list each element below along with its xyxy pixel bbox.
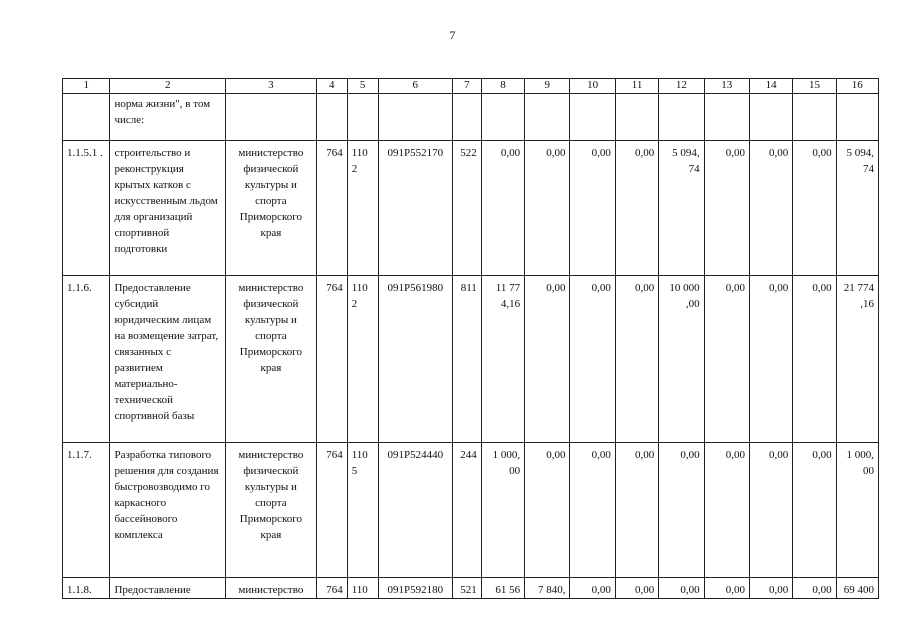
table-cell	[452, 94, 481, 141]
table-cell-amount: 0,00	[704, 141, 749, 276]
table-cell-item-number: 1.1.8.	[63, 578, 110, 599]
column-header: 10	[570, 79, 615, 94]
table-row	[63, 141, 879, 276]
table-cell	[316, 94, 347, 141]
table-cell-total: 69 400	[836, 578, 878, 599]
table-cell-amount: 0,00	[525, 443, 570, 578]
table-cell-amount: 0,00	[749, 141, 792, 276]
column-header: 2	[110, 79, 226, 94]
table-cell-amount: 0,00	[793, 578, 836, 599]
table-row	[63, 578, 879, 599]
table-cell-description: норма жизни", в том числе:	[110, 94, 226, 141]
table-cell-amount: 0,00	[704, 443, 749, 578]
column-header: 4	[316, 79, 347, 94]
column-header: 5	[347, 79, 378, 94]
table-cell-amount: 0,00	[704, 578, 749, 599]
table-cell-amount: 11 77 4,16	[481, 276, 524, 443]
column-header: 12	[659, 79, 704, 94]
table-cell-amount: 0,00	[570, 578, 615, 599]
table-cell-total: 21 774 ,16	[836, 276, 878, 443]
column-header: 15	[793, 79, 836, 94]
table-cell: 764	[316, 276, 347, 443]
table-cell	[63, 94, 110, 141]
table-cell: 110 2	[347, 141, 378, 276]
table-cell-amount: 0,00	[570, 443, 615, 578]
table-cell: 244	[452, 443, 481, 578]
column-header: 3	[225, 79, 316, 94]
table-cell-item-number: 1.1.6.	[63, 276, 110, 443]
table-cell-amount: 0,00	[525, 141, 570, 276]
table-cell-description: строительство и реконструкция крытых катков с искусственным льдом для организаций спортивной подготовки	[110, 141, 226, 276]
table-cell-amount: 0,00	[615, 578, 658, 599]
table-cell	[525, 94, 570, 141]
table-cell-amount: 0,00	[615, 443, 658, 578]
table-cell-amount: 10 000 ,00	[659, 276, 704, 443]
table-cell-amount: 1 000, 00	[481, 443, 524, 578]
table-cell-amount: 0,00	[793, 276, 836, 443]
table-cell: 110 2	[347, 276, 378, 443]
table-row	[63, 276, 879, 443]
table-cell-total: 5 094, 74	[836, 141, 878, 276]
table-cell-amount: 5 094, 74	[659, 141, 704, 276]
column-header: 13	[704, 79, 749, 94]
table-cell	[793, 94, 836, 141]
table-cell-amount: 0,00	[659, 443, 704, 578]
table-cell: 091P592180	[378, 578, 452, 599]
table-cell	[659, 94, 704, 141]
table-cell-amount: 0,00	[749, 276, 792, 443]
budget-table	[62, 78, 879, 599]
table-cell: 764	[316, 578, 347, 599]
column-header: 16	[836, 79, 878, 94]
table-cell	[481, 94, 524, 141]
table-cell-amount: 0,00	[615, 141, 658, 276]
page-number: 7	[449, 28, 456, 42]
table-cell-description: Разработка типового решения для создания быстровозводимо го каркасного бассейнового комплекса	[110, 443, 226, 578]
table-cell: 811	[452, 276, 481, 443]
table-cell-item-number: 1.1.5.1 .	[63, 141, 110, 276]
table-cell-item-number: 1.1.7.	[63, 443, 110, 578]
table-cell: 110 5	[347, 443, 378, 578]
table-row	[63, 443, 879, 578]
table-cell: 091P524440	[378, 443, 452, 578]
table-cell-amount: 0,00	[749, 443, 792, 578]
table-cell-amount: 0,00	[704, 276, 749, 443]
column-header: 11	[615, 79, 658, 94]
column-header: 1	[63, 79, 110, 94]
table-cell-description: Предоставление	[110, 578, 226, 599]
table-cell-amount: 0,00	[481, 141, 524, 276]
table-cell-amount: 0,00	[525, 276, 570, 443]
table-cell-executor: министерство физической культуры и спорта Приморского края	[225, 443, 316, 578]
table-cell-amount: 0,00	[659, 578, 704, 599]
table-cell-amount: 0,00	[793, 443, 836, 578]
table-cell-executor: министерство	[225, 578, 316, 599]
header-row	[63, 79, 879, 94]
column-header: 14	[749, 79, 792, 94]
table-cell: 522	[452, 141, 481, 276]
table-cell: 764	[316, 443, 347, 578]
table-cell	[615, 94, 658, 141]
table-cell-description: Предоставление субсидий юридическим лицам на возмещение затрат, связанных с развитием материально-технической спортивной базы	[110, 276, 226, 443]
column-header: 8	[481, 79, 524, 94]
table-cell-amount: 0,00	[615, 276, 658, 443]
table-cell	[704, 94, 749, 141]
table-cell	[570, 94, 615, 141]
table-cell-amount: 0,00	[793, 141, 836, 276]
table-cell-total: 1 000, 00	[836, 443, 878, 578]
table-cell	[836, 94, 878, 141]
table-cell-amount: 0,00	[749, 578, 792, 599]
table-row-continuation	[63, 94, 879, 141]
table-cell: 091P561980	[378, 276, 452, 443]
column-header: 9	[525, 79, 570, 94]
table-cell-amount: 7 840,	[525, 578, 570, 599]
table-cell: 110	[347, 578, 378, 599]
table-cell	[378, 94, 452, 141]
table-cell: 764	[316, 141, 347, 276]
table-cell: 091P552170	[378, 141, 452, 276]
table-cell	[749, 94, 792, 141]
table-cell-executor: министерство физической культуры и спорта Приморского края	[225, 276, 316, 443]
column-header: 6	[378, 79, 452, 94]
table-cell-amount: 0,00	[570, 141, 615, 276]
table-cell	[347, 94, 378, 141]
table-cell	[225, 94, 316, 141]
column-header: 7	[452, 79, 481, 94]
table-cell-amount: 0,00	[570, 276, 615, 443]
table-cell: 521	[452, 578, 481, 599]
table-cell-amount: 61 56	[481, 578, 524, 599]
table-cell-executor: министерство физической культуры и спорта Приморского края	[225, 141, 316, 276]
